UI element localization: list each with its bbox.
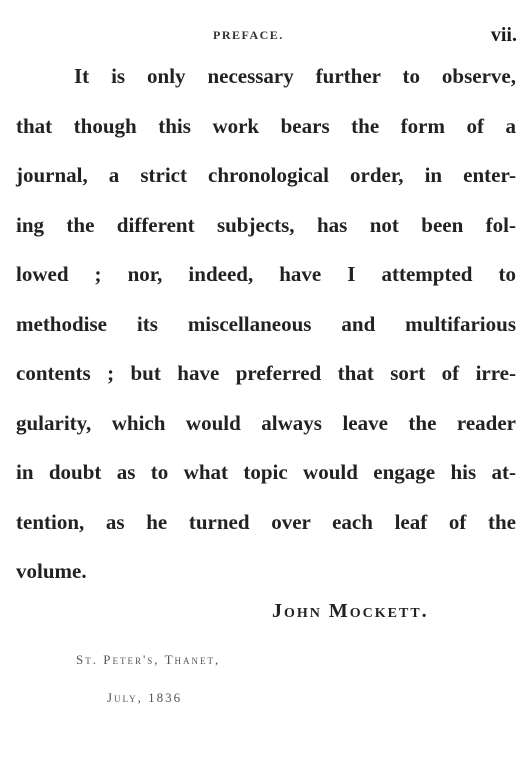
- preface-body: [16, 57, 516, 602]
- text-line: in doubt as to what topic would engage his at-: [16, 460, 516, 484]
- text-line: that though this work bears the form of a: [16, 113, 516, 138]
- page-number: vii.: [490, 24, 517, 46]
- text-line: ing the different subjects, has not been fol-: [16, 212, 516, 237]
- date-line: July, 1836: [107, 690, 183, 705]
- text-line: volume.: [16, 559, 87, 583]
- text-line: tention, as he turned over each leaf of the: [16, 509, 516, 534]
- place-line: St. Peter's, Thanet,: [76, 652, 221, 667]
- text-line: gularity, which would always leave the reader: [16, 410, 516, 435]
- running-head: [0, 24, 529, 48]
- text-line: It is only necessary further to observe,: [74, 64, 516, 88]
- text-line: lowed ; nor, indeed, have I attempted to: [16, 262, 516, 286]
- text-line: journal, a strict chronological order, in enter-: [16, 163, 516, 187]
- text-line: methodise its miscellaneous and multifarious: [16, 311, 516, 336]
- running-title: PREFACE.: [213, 28, 284, 42]
- text-line: contents ; but have preferred that sort of irre-: [16, 361, 516, 385]
- author-signature: John Mockett.: [272, 600, 429, 622]
